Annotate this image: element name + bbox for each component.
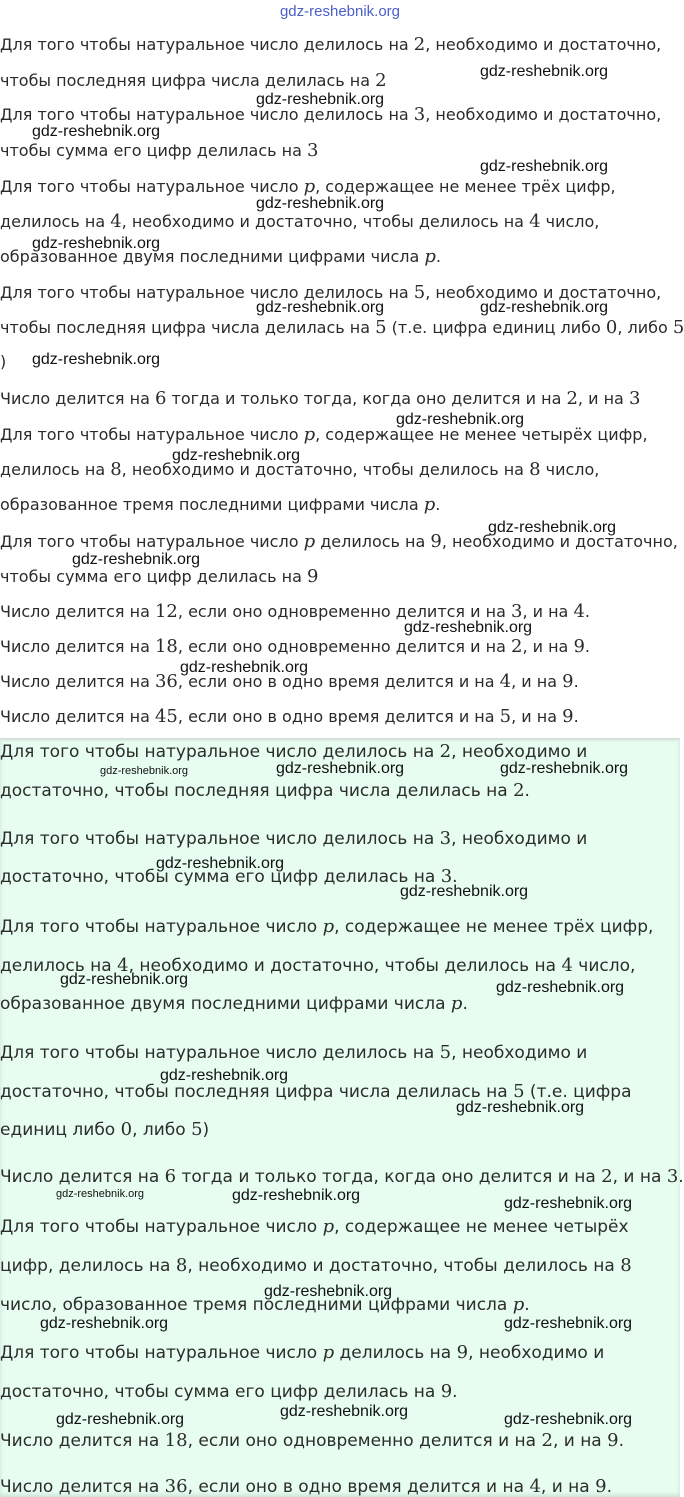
text-line: )	[0, 352, 7, 371]
text-line: Число делится на 12, если оно одновременно делится и на 3, и на 4.	[0, 601, 590, 622]
watermark: gdz-reshebnik.org	[488, 519, 617, 536]
watermark: gdz-reshebnik.org	[500, 760, 629, 777]
watermark: gdz-reshebnik.org	[72, 551, 201, 568]
text-line: Для того чтобы натуральное число p делилось на 9, необходимо и достаточно,	[0, 531, 678, 552]
watermark: gdz-reshebnik.org	[480, 63, 609, 80]
text-line: Для того чтобы натуральное число p, содержащее не менее четырёх	[0, 1216, 629, 1237]
watermark: gdz-reshebnik.org	[40, 1315, 169, 1332]
watermark: gdz-reshebnik.org	[404, 619, 533, 636]
text-line: чтобы сумма его цифр делилась на 9	[0, 566, 319, 587]
text-line: Число делится на 36, если оно в одно время делится и на 4, и на 9.	[0, 671, 579, 692]
text-line: чтобы последняя цифра числа делилась на 5 (т.е. цифра единиц либо 0, либо 5	[0, 317, 684, 338]
text-line: делилось на 4, необходимо и достаточно, чтобы делилось на 4 число,	[0, 211, 600, 232]
text-line: Для того чтобы натуральное число делилось на 3, необходимо и	[0, 828, 588, 849]
text-line: образованное тремя последними цифрами числа p.	[0, 494, 441, 515]
text-line: Число делится на 36, если оно в одно время делится и на 4, и на 9.	[0, 1476, 612, 1497]
text-line: достаточно, чтобы сумма его цифр делилась на 9.	[0, 1381, 458, 1402]
text-line: чтобы последняя цифра числа делилась на 2	[0, 70, 387, 91]
watermark: gdz-reshebnik.org	[504, 1195, 633, 1212]
text-line: чтобы сумма его цифр делилась на 3	[0, 140, 319, 161]
text-line: Число делится на 18, если оно одновременно делится и на 2, и на 9.	[0, 636, 590, 657]
watermark: gdz-reshebnik.org	[480, 158, 609, 175]
text-line: Для того чтобы натуральное число p, содержащее не менее трёх цифр,	[0, 916, 654, 937]
text-line: Для того чтобы натуральное число делилось на 5, необходимо и	[0, 1042, 588, 1063]
watermark: gdz-reshebnik.org	[480, 299, 609, 316]
text-line: Число делится на 45, если оно в одно время делится и на 5, и на 9.	[0, 706, 579, 727]
text-line: Число делится на 18, если оно одновременно делится и на 2, и на 9.	[0, 1430, 624, 1451]
watermark: gdz-reshebnik.org	[32, 123, 161, 140]
watermark: gdz-reshebnik.org	[160, 1067, 289, 1084]
watermark: gdz-reshebnik.org	[232, 1187, 361, 1204]
watermark: gdz-reshebnik.org	[256, 299, 385, 316]
watermark: gdz-reshebnik.org	[276, 760, 405, 777]
text-line: делилось на 8, необходимо и достаточно, чтобы делилось на 8 число,	[0, 459, 600, 480]
watermark: gdz-reshebnik.org	[504, 1315, 633, 1332]
watermark: gdz-reshebnik.org	[56, 1411, 185, 1428]
watermark: gdz-reshebnik.org	[256, 91, 385, 108]
text-line: Для того чтобы натуральное число делилось на 5, необходимо и достаточно,	[0, 282, 662, 303]
watermark: gdz-reshebnik.org	[180, 659, 309, 676]
watermark: gdz-reshebnik.org	[496, 979, 625, 996]
text-line: Для того чтобы натуральное число делилось на 2, необходимо и достаточно,	[0, 34, 662, 55]
watermark: gdz-reshebnik.org	[256, 195, 385, 212]
watermark: gdz-reshebnik.org	[156, 855, 285, 872]
watermark: gdz-reshebnik.org	[100, 765, 189, 777]
text-line: Число делится на 6 тогда и только тогда, когда оно делится и на 2, и на 3	[0, 388, 641, 409]
site-header	[0, 0, 680, 24]
watermark: gdz-reshebnik.org	[264, 1283, 393, 1300]
watermark: gdz-reshebnik.org	[32, 235, 161, 252]
text-line: достаточно, чтобы последняя цифра числа делилась на 2.	[0, 780, 530, 801]
site-link[interactable]: gdz-reshebnik.org	[279, 3, 401, 20]
text-line: образованное двумя последними цифрами числа p.	[0, 993, 468, 1014]
watermark: gdz-reshebnik.org	[172, 447, 301, 464]
watermark: gdz-reshebnik.org	[400, 883, 529, 900]
watermark: gdz-reshebnik.org	[504, 1411, 633, 1428]
watermark: gdz-reshebnik.org	[60, 971, 189, 988]
text-line: Для того чтобы натуральное число p, содержащее не менее четырёх цифр,	[0, 424, 648, 445]
text-line: достаточно, чтобы последняя цифра числа делилась на 5 (т.е. цифра	[0, 1081, 632, 1102]
text-line: Для того чтобы натуральное число делилось на 2, необходимо и	[0, 741, 588, 762]
text-line: число, образованное тремя последними цифрами числа p.	[0, 1294, 530, 1315]
text-line: образованное двумя последними цифрами числа p.	[0, 246, 441, 267]
watermark: gdz-reshebnik.org	[280, 1403, 409, 1420]
watermark: gdz-reshebnik.org	[456, 1099, 585, 1116]
watermark: gdz-reshebnik.org	[32, 351, 161, 368]
text-line: единиц либо 0, либо 5)	[0, 1119, 210, 1140]
watermark: gdz-reshebnik.org	[396, 411, 525, 428]
text-line: Для того чтобы натуральное число p делилось на 9, необходимо и	[0, 1342, 605, 1363]
text-line: достаточно, чтобы сумма его цифр делилась на 3.	[0, 866, 458, 887]
text-line: цифр, делилось на 8, необходимо и достаточно, чтобы делилось на 8	[0, 1255, 632, 1276]
watermark: gdz-reshebnik.org	[56, 1188, 145, 1200]
text-line: Для того чтобы натуральное число делилось на 3, необходимо и достаточно,	[0, 104, 662, 125]
text-line: Для того чтобы натуральное число p, содержащее не менее трёх цифр,	[0, 176, 616, 197]
text-line: Число делится на 6 тогда и только тогда, когда оно делится и на 2, и на 3.	[0, 1166, 684, 1187]
text-line: делилось на 4, необходимо и достаточно, чтобы делилось на 4 число,	[0, 955, 636, 976]
